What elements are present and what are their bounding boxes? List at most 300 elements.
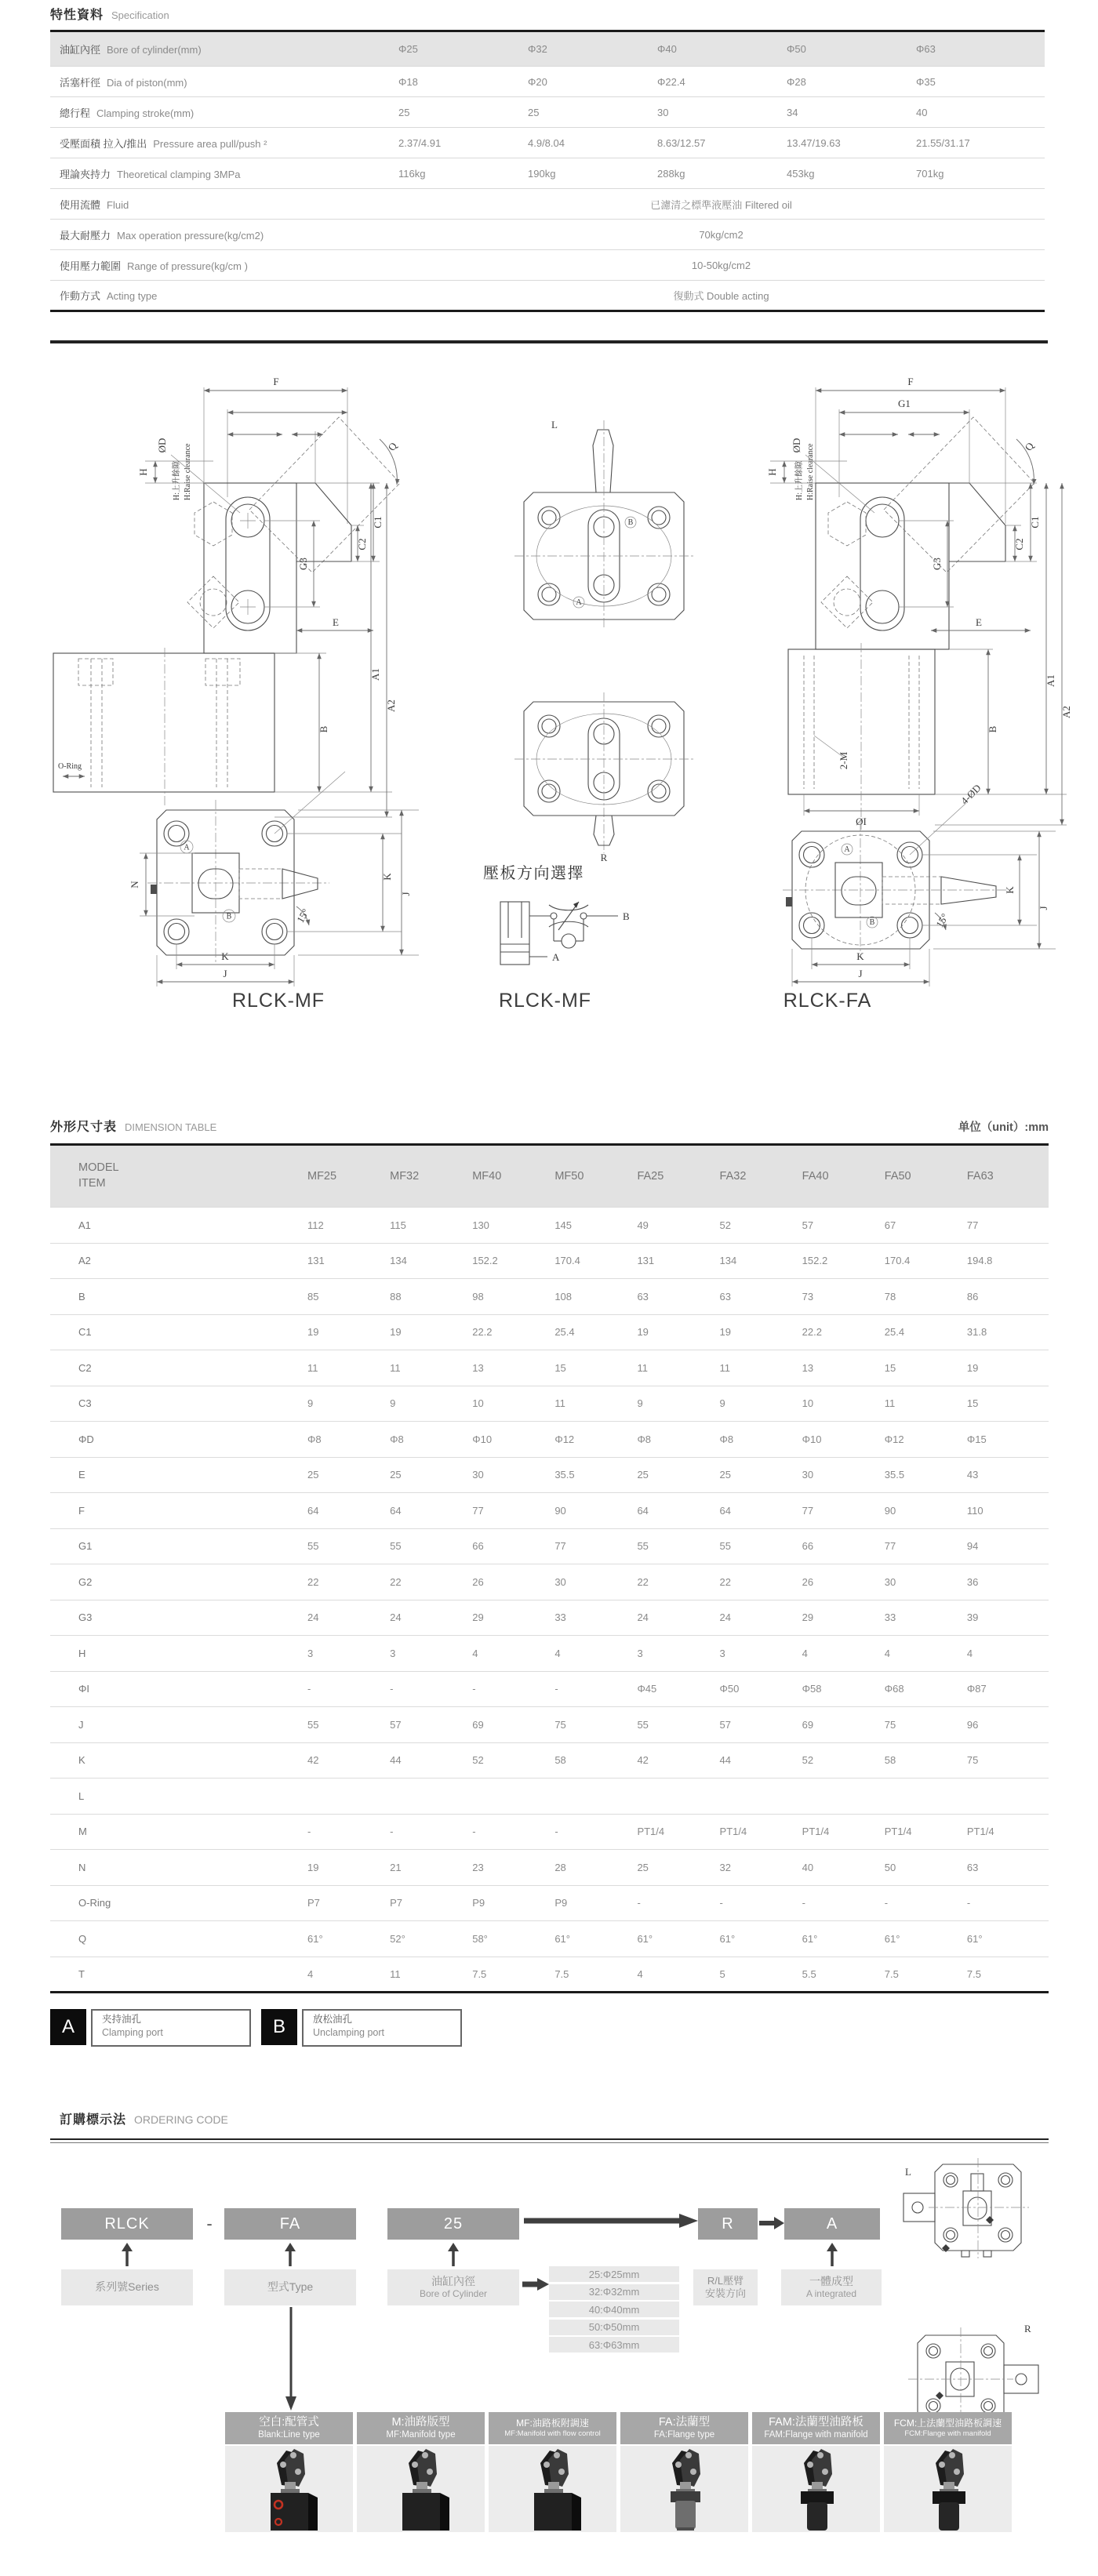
up-arrow-icon: [119, 2243, 135, 2266]
dim-cell: -: [307, 1826, 311, 1838]
spec-label-zh: 使用壓力範圍: [60, 260, 122, 272]
label-type-text: 型式Type: [267, 2280, 314, 2294]
raise-note-en: H:Raise clearance: [184, 443, 192, 500]
dim-cell: 24: [637, 1611, 649, 1624]
product-photo: [884, 2446, 1012, 2532]
legend-b-zh: 放松油孔: [313, 2014, 353, 2025]
dim-cell: 61°: [884, 1932, 900, 1945]
dim-section-title: [50, 1117, 216, 1135]
dim-cell: 23: [472, 1861, 484, 1873]
spec-cell-span: 已濾清之標準液壓油 Filtered oil: [650, 198, 792, 211]
dim-cell: 4: [554, 1647, 561, 1659]
spec-label-zh: 活塞杆徑: [60, 76, 101, 89]
bore-option: 40:Φ40mm: [549, 2302, 679, 2317]
dim-cell: -: [884, 1897, 889, 1909]
dim-15deg: 15°: [294, 907, 312, 925]
spec-row-label: [50, 220, 398, 250]
dim-cell: 66: [472, 1540, 484, 1553]
dim-cell: -: [802, 1897, 805, 1909]
spec-cell: Φ18: [398, 75, 418, 88]
clamp-cylinder-image: [489, 2446, 616, 2532]
dim-cell: 21: [390, 1861, 402, 1873]
spec-cell: 2.37/4.91: [398, 136, 442, 149]
dim-c2: C2: [356, 538, 368, 550]
product-photo: [357, 2446, 485, 2532]
dim-cell: 28: [554, 1861, 566, 1873]
dim-cell: 61°: [719, 1932, 736, 1945]
spec-row-label: [50, 281, 398, 311]
dim-cell: 11: [637, 1361, 648, 1374]
dim-cell: Φ15: [966, 1433, 987, 1445]
dim-title-en: DIMENSION TABLE: [125, 1121, 217, 1133]
type-cell-en: FAM:Flange with manifold: [764, 2430, 868, 2440]
dim-cell: 30: [884, 1575, 896, 1588]
dim-2m: 2-M: [838, 751, 849, 770]
dim-row-item: F: [78, 1504, 85, 1517]
spec-cell: Φ20: [528, 75, 547, 88]
spec-label-en: Clamping stroke(mm): [96, 107, 195, 119]
clamp-cylinder-image: [620, 2446, 748, 2532]
spec-cell-span: 70kg/cm2: [699, 228, 744, 241]
dim-cell: 11: [390, 1967, 401, 1980]
spec-cell-span: 復動式 Double acting: [673, 290, 769, 302]
dim-row: [50, 1636, 1049, 1672]
dim-cell: 77: [472, 1504, 484, 1517]
dim-cell: 52: [472, 1754, 484, 1767]
dim-cell: [966, 1778, 1049, 1815]
spec-cell: 25: [528, 106, 540, 118]
dim-row-item: G1: [78, 1540, 93, 1553]
dim-cell: Φ8: [719, 1433, 734, 1445]
spec-cell: Φ50: [787, 43, 806, 55]
type-cell-en: MF:Manifold with flow control: [504, 2429, 601, 2439]
dim-cell: 52: [802, 1754, 814, 1767]
dim-row-item: A2: [78, 1255, 91, 1267]
dim-cell: 11: [390, 1361, 401, 1374]
dim-row-item: O-Ring: [78, 1897, 111, 1909]
spec-row-label: [50, 31, 398, 67]
legend-a: [50, 2009, 251, 2047]
dim-cell: 170.4: [554, 1255, 580, 1267]
dim-row: [50, 1457, 1049, 1493]
dim-cell: 42: [307, 1754, 319, 1767]
dim-cell: 4: [966, 1647, 973, 1659]
dim-4od: 4-ØD: [958, 782, 983, 807]
dim-cell: 55: [390, 1540, 402, 1553]
dim-cell: 61°: [554, 1932, 570, 1945]
dim-cell: 67: [884, 1219, 896, 1231]
spec-label-en: Bore of cylinder(mm): [107, 44, 202, 56]
product-photo: [752, 2446, 880, 2532]
spec-label-zh: 作動方式: [60, 290, 101, 302]
dim-15deg-fa: 15°: [933, 911, 951, 930]
dim-cell: Φ10: [472, 1433, 493, 1445]
dim-cell: 25: [390, 1469, 402, 1481]
dim-cell: [802, 1778, 884, 1815]
dim-c1: C1: [372, 516, 384, 529]
spec-label-en: Pressure area pull/push ²: [153, 137, 267, 150]
dim-row: [50, 1671, 1049, 1707]
dim-cell: 64: [307, 1504, 319, 1517]
dim-row: [50, 1422, 1049, 1458]
dim-cell: 134: [719, 1255, 737, 1267]
dim-cell: 33: [554, 1611, 566, 1624]
dim-cell: 44: [390, 1754, 402, 1767]
dim-row: [50, 1314, 1049, 1350]
dim-row-item: C3: [78, 1397, 92, 1410]
dim-cell: 3: [307, 1647, 314, 1659]
spec-cell: Φ22.4: [657, 75, 685, 88]
spec-title-en: Specification: [111, 9, 169, 21]
dim-cell: 112: [307, 1219, 324, 1231]
dim-cell: 22.2: [472, 1326, 493, 1339]
dim-cell: 64: [637, 1504, 649, 1517]
dim-cell: Φ45: [637, 1683, 657, 1695]
dim-row: [50, 1778, 1049, 1815]
spec-cell: 13.47/19.63: [787, 136, 841, 149]
dim-row-item: E: [78, 1469, 85, 1481]
l-mark: L: [905, 2166, 911, 2178]
spec-label-zh: 總行程: [60, 107, 91, 119]
dim-cell: 9: [307, 1397, 314, 1410]
dim-row-item: C1: [78, 1326, 92, 1339]
label-bore: [387, 2269, 519, 2305]
dim-cell: Φ87: [966, 1683, 987, 1695]
dim-cell: -: [307, 1683, 311, 1695]
dim-cell: 57: [802, 1219, 814, 1231]
dim-cell: 75: [884, 1718, 896, 1731]
spec-label-zh: 油缸內徑: [60, 44, 101, 56]
dim-row-item: Q: [78, 1932, 87, 1945]
dim-f-fa: F: [907, 376, 914, 387]
dim-cell: 115: [390, 1219, 406, 1231]
spec-row-label: [50, 67, 398, 97]
dim-cell: PT1/4: [966, 1826, 994, 1838]
l-direction-drawing: [894, 2150, 1051, 2268]
dim-cell: 25: [637, 1861, 649, 1873]
dim-header-col: FA40: [802, 1170, 829, 1183]
raise-note-en-fa: H:Raise clearance: [806, 443, 815, 500]
dim-row: [50, 1957, 1049, 1993]
spec-row-label: [50, 128, 398, 158]
port-a-mark-mid: A: [576, 598, 582, 607]
dim-cell: 4: [472, 1647, 478, 1659]
dim-row: [50, 1279, 1049, 1315]
dim-cell: 9: [390, 1397, 396, 1410]
dim-cell: 75: [966, 1754, 979, 1767]
spec-cell: 453kg: [787, 167, 815, 180]
up-arrow-icon: [824, 2243, 840, 2266]
dim-cell: 43: [966, 1469, 979, 1481]
dim-row-item: ΦD: [78, 1433, 94, 1445]
dim-cell: 25.4: [554, 1326, 575, 1339]
label-rlck-mf-left: RLCK-MF: [231, 990, 325, 1012]
spec-label-zh: 受壓面積 拉入/推出: [60, 137, 147, 150]
dim-cell: 36: [966, 1575, 979, 1588]
dim-cell: Φ8: [390, 1433, 404, 1445]
type-cell: [752, 2412, 880, 2444]
label-bore-zh: 油缸內徑: [431, 2274, 475, 2287]
dim-h: H: [137, 468, 149, 476]
dim-cell: 19: [307, 1861, 319, 1873]
dim-cell: 10: [472, 1397, 484, 1410]
dim-cell: 50: [884, 1861, 896, 1873]
dim-cell: 152.2: [472, 1255, 498, 1267]
dim-row: [50, 1742, 1049, 1778]
dim-row: [50, 1850, 1049, 1886]
bore-option: 25:Φ25mm: [549, 2266, 679, 2282]
dim-b: B: [318, 725, 329, 733]
dim-row: [50, 1885, 1049, 1921]
raise-note-zh-fa: H:上升餘隙: [795, 461, 804, 500]
spec-cell: 190kg: [528, 167, 556, 180]
legend-a-desc: [91, 2009, 251, 2047]
spec-row: [50, 31, 1045, 67]
dim-cell: -: [554, 1683, 558, 1695]
dim-row-item: M: [78, 1826, 87, 1838]
dim-row-item: ΦI: [78, 1683, 89, 1695]
dim-cell: 30: [802, 1469, 814, 1481]
dim-cell: P7: [307, 1897, 320, 1909]
dim-cell: 90: [554, 1504, 566, 1517]
dim-cell: 63: [719, 1290, 732, 1303]
dim-row-item: K: [78, 1754, 85, 1767]
spec-cell: 288kg: [657, 167, 685, 180]
dim-row-item: G3: [78, 1611, 93, 1624]
spec-row: [50, 281, 1045, 311]
dim-cell: [554, 1778, 636, 1815]
spec-cell: 8.63/12.57: [657, 136, 706, 149]
dim-cell: 3: [390, 1647, 396, 1659]
dim-cell: 85: [307, 1290, 319, 1303]
spec-cell: Φ40: [657, 43, 677, 55]
label-direction: [693, 2269, 758, 2305]
type-cell: [357, 2412, 485, 2444]
small-arrow-icon: [758, 2214, 784, 2232]
dim-cell: 29: [802, 1611, 814, 1624]
dim-cell: Φ58: [802, 1683, 822, 1695]
dim-cell: PT1/4: [884, 1826, 912, 1838]
dim-cell: 15: [884, 1361, 896, 1374]
dim-cell: 15: [554, 1361, 566, 1374]
spec-row: [50, 128, 1045, 158]
dim-cell: 61°: [966, 1932, 983, 1945]
dim-cell: 11: [554, 1397, 565, 1410]
dim-cell: 5.5: [802, 1967, 816, 1980]
legend-b-key: B: [261, 2009, 297, 2045]
dim-cell: 131: [307, 1255, 325, 1267]
type-cell: [620, 2412, 748, 2444]
dim-cell: 134: [390, 1255, 407, 1267]
bore-option: 63:Φ63mm: [549, 2337, 679, 2353]
dim-cell: 9: [637, 1397, 643, 1410]
spec-row: [50, 158, 1045, 189]
dim-j-side-fa: J: [1038, 906, 1049, 910]
dim-a1-fa: A1: [1045, 674, 1056, 687]
dim-cell: 63: [966, 1861, 979, 1873]
dim-cell: 22: [390, 1575, 402, 1588]
dim-cell: 19: [719, 1326, 732, 1339]
dim-cell: 22: [719, 1575, 732, 1588]
code-series-box: RLCK: [61, 2208, 193, 2240]
type-cell-en: Blank:Line type: [258, 2430, 320, 2440]
dim-cell: 110: [966, 1504, 983, 1517]
port-b-mark: B: [226, 912, 232, 921]
dim-cell: -: [554, 1826, 558, 1838]
spec-row-label: [50, 158, 398, 189]
spec-label-en: Acting type: [107, 290, 158, 302]
dim-cell: 77: [554, 1540, 566, 1553]
dim-cell: 69: [802, 1718, 814, 1731]
dim-cell: 40: [802, 1861, 814, 1873]
dim-c1-fa: C1: [1029, 516, 1041, 529]
legend-a-key: A: [50, 2009, 86, 2045]
dim-row: [50, 1814, 1049, 1850]
dim-cell: 32: [719, 1861, 732, 1873]
spec-label-en: Theoretical clamping 3MPa: [117, 168, 241, 180]
dim-cell: 55: [637, 1540, 649, 1553]
dim-row: [50, 1208, 1049, 1244]
dim-cell: 4: [307, 1967, 314, 1980]
dim-e-fa: E: [976, 616, 982, 628]
dim-row: [50, 1528, 1049, 1564]
dim-cell: 63: [637, 1290, 649, 1303]
dim-k-fa: K: [856, 950, 864, 962]
dim-a2-fa: A2: [1060, 706, 1072, 718]
dim-cell: 30: [554, 1575, 566, 1588]
type-cell-en: FA:Flange type: [653, 2430, 715, 2440]
bore-arrow-icon: [521, 2276, 549, 2293]
dim-j-fa: J: [858, 968, 863, 979]
dim-cell: 61°: [307, 1932, 323, 1945]
dim-cell: [389, 1778, 471, 1815]
dim-cell: 22: [307, 1575, 319, 1588]
spec-cell: 30: [657, 106, 669, 118]
dim-c2-fa: C2: [1013, 538, 1025, 550]
dim-cell: 4: [802, 1647, 808, 1659]
mark-l: L: [551, 419, 558, 431]
dim-cell: -: [719, 1897, 723, 1909]
dim-cell: 3: [637, 1647, 643, 1659]
dim-cell: 10: [802, 1397, 814, 1410]
dim-od-fa: ØD: [791, 438, 802, 453]
r-mark: R: [1024, 2323, 1031, 2334]
spec-cell: Φ63: [916, 43, 936, 55]
clamp-cylinder-image: [752, 2446, 880, 2532]
dim-row-item: B: [78, 1290, 85, 1303]
legend-a-zh: 夹持油孔: [102, 2014, 142, 2025]
dim-header-col: MF50: [554, 1170, 584, 1183]
dim-header-model: [50, 1145, 307, 1208]
dim-k-side: K: [381, 873, 393, 881]
product-photo: [225, 2446, 353, 2532]
ordering-section-title: [60, 2109, 228, 2127]
dim-row-item: L: [78, 1789, 85, 1802]
spec-cell: Φ28: [787, 75, 806, 88]
dim-cell: 64: [719, 1504, 732, 1517]
dim-row: [50, 1921, 1049, 1957]
spec-label-en: Range of pressure(kg/cm ): [127, 260, 248, 272]
dim-cell: 4: [884, 1647, 890, 1659]
bore-option: 32:Φ32mm: [549, 2284, 679, 2300]
dim-cell: 13: [802, 1361, 814, 1374]
dim-cell: 194.8: [966, 1255, 993, 1267]
dim-cell: PT1/4: [719, 1826, 747, 1838]
dim-cell: [636, 1778, 718, 1815]
dim-cell: 19: [637, 1326, 649, 1339]
spec-label-zh: 理論夾持力: [60, 168, 111, 180]
dim-row: [50, 1243, 1049, 1279]
dim-g3-fa: G3: [931, 558, 943, 570]
dim-j: J: [223, 968, 227, 979]
spec-cell: Φ35: [916, 75, 936, 88]
label-bore-en: Bore of Cylinder: [419, 2288, 488, 2300]
bore-options-list: [549, 2266, 679, 2355]
spec-label-zh: 使用流體: [60, 198, 101, 211]
dim-cell: 108: [554, 1290, 573, 1303]
dim-row-item: G2: [78, 1575, 93, 1588]
dim-cell: 35.5: [554, 1469, 575, 1481]
dim-cell: Φ12: [554, 1433, 575, 1445]
spec-cell: 4.9/8.04: [528, 136, 565, 149]
dim-cell: 57: [390, 1718, 402, 1731]
dim-cell: 55: [307, 1718, 319, 1731]
dim-cell: 7.5: [884, 1967, 899, 1980]
dim-header-col: MF25: [307, 1170, 337, 1183]
spec-label-en: Dia of piston(mm): [107, 76, 187, 89]
dim-cell: Φ8: [307, 1433, 322, 1445]
spec-title-zh: 特性資料: [50, 9, 104, 22]
type-cell: [225, 2412, 353, 2444]
down-arrow-icon: [282, 2307, 300, 2411]
dim-cell: 69: [472, 1718, 484, 1731]
spec-label-en: Fluid: [107, 198, 129, 211]
dim-cell: 42: [637, 1754, 649, 1767]
dim-cell: -: [472, 1683, 476, 1695]
legend-b: [261, 2009, 462, 2047]
spec-cell: Φ32: [528, 43, 547, 55]
dim-cell: 78: [884, 1290, 896, 1303]
dim-row-item: A1: [78, 1219, 91, 1231]
spec-label-en: Max operation pressure(kg/cm2): [117, 229, 264, 242]
dim-oring: O-Ring: [58, 762, 82, 771]
dim-cell: 130: [472, 1219, 489, 1231]
dim-a2: A2: [385, 699, 397, 712]
spec-row-label: [50, 250, 398, 281]
dim-cell: 55: [307, 1540, 319, 1553]
dim-cell: 61°: [802, 1932, 818, 1945]
dim-row: [50, 1707, 1049, 1743]
label-type: [224, 2269, 356, 2305]
type-cell-en: FCM:Flange with manifold: [904, 2429, 991, 2439]
dim-cell: 49: [637, 1219, 649, 1231]
dim-cell: 15: [966, 1397, 979, 1410]
dim-g1: G1: [898, 398, 911, 409]
dim-cell: P7: [390, 1897, 403, 1909]
dim-cell: 24: [390, 1611, 402, 1624]
valve-port-b: B: [623, 910, 630, 922]
legend-b-desc: [302, 2009, 462, 2047]
dim-header-col: FA50: [884, 1170, 911, 1183]
dim-cell: 44: [719, 1754, 732, 1767]
dim-cell: P9: [472, 1897, 485, 1909]
type-cell: [884, 2412, 1012, 2444]
section-divider: [50, 340, 1048, 343]
dim-cell: 19: [307, 1326, 319, 1339]
dim-cell: 66: [802, 1540, 814, 1553]
label-integrated-zh: 一體成型: [809, 2274, 853, 2287]
ordering-title-en: ORDERING CODE: [134, 2113, 228, 2126]
